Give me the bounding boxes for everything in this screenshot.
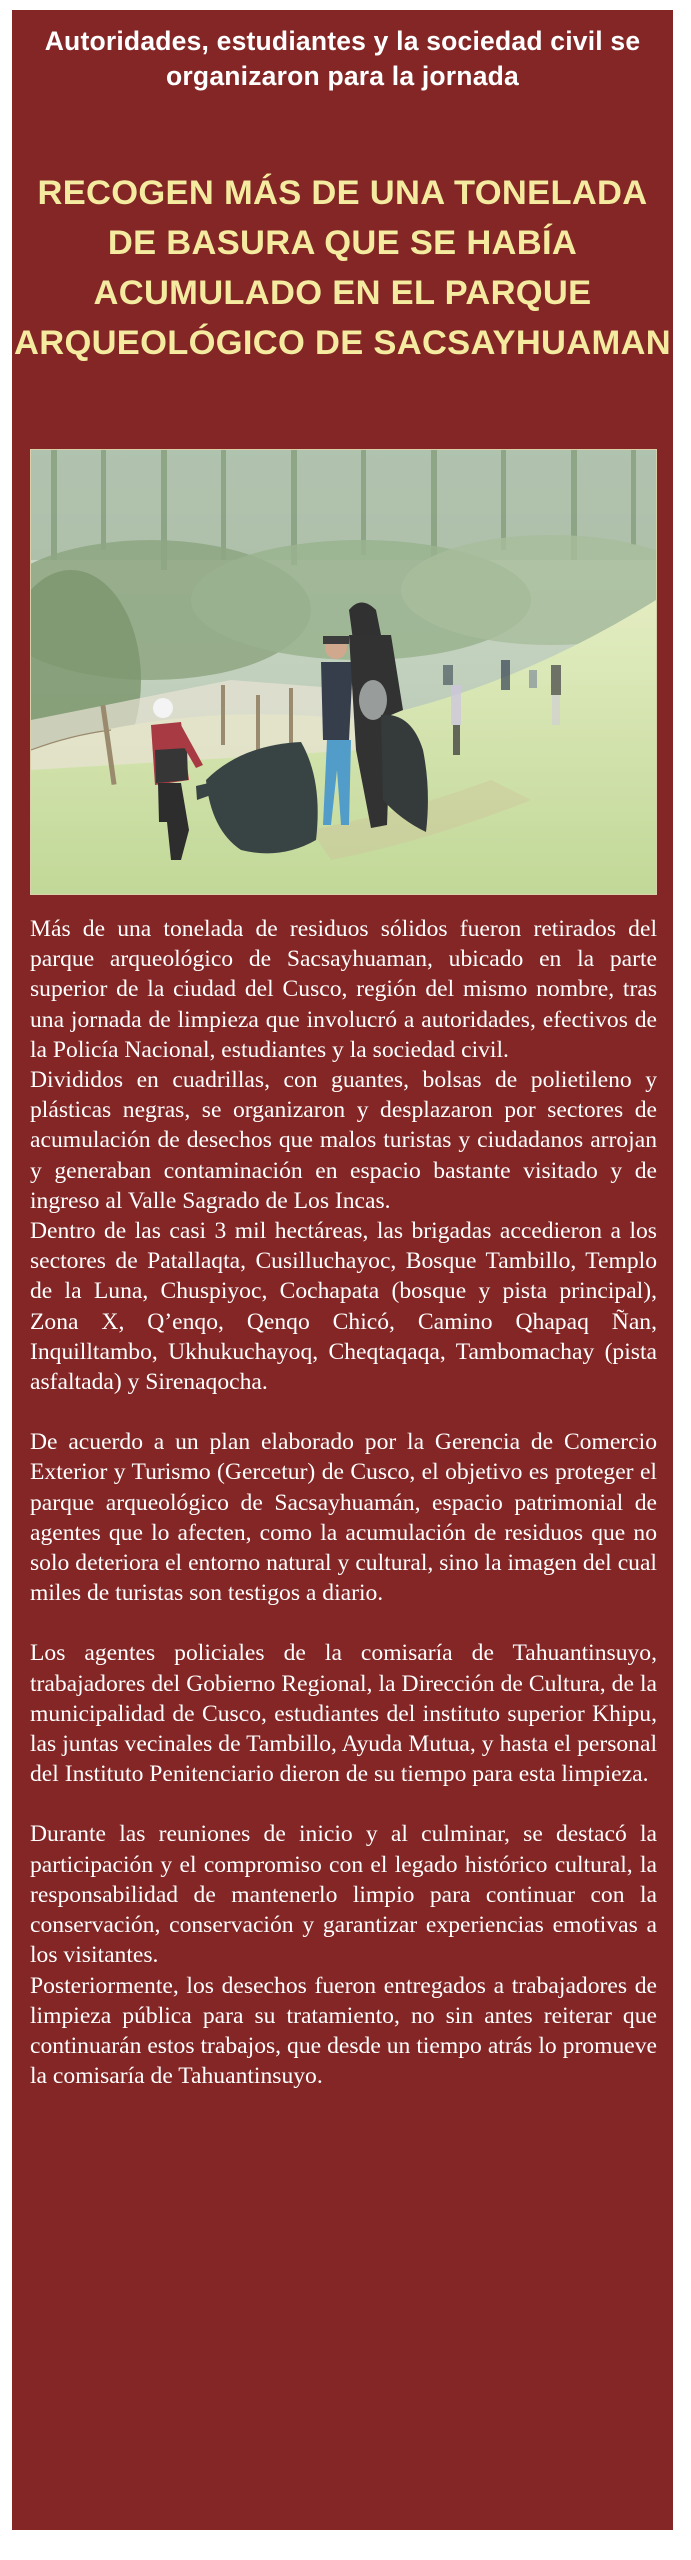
- paragraph-5: Los agentes policiales de la comisaría de Tahuantinsuyo, trabajadores del Gobierno Regional, la Dirección de Cultura, de la municipalidad de Cusco, estudiantes del instituto superior Khipu, las juntas vecinales de Tambillo, Ayuda Mutua, y hasta el personal del Instituto Penitenciario dieron de su tiempo para esta limpieza.: [30, 1640, 657, 1788]
- article-photo: [30, 449, 657, 895]
- paragraph-6: Durante las reuniones de inicio y al culminar, se destacó la participación y el compromiso con el legado histórico cultural, la responsabilidad de mantenerlo limpio para continuar con la conservación, conservación y garantizar experiencias emotivas a los visitantes.: [30, 1821, 657, 1969]
- paragraph-3: Dentro de las casi 3 mil hectáreas, las brigadas accedieron a los sectores de Patallaqta, Cusilluchayoc, Bosque Tambillo, Templo de la Luna, Chuspiyoc, Cochapata (bosque y pista principal), Zona X, Q’enqo, Qenqo Chicó, Camino Qhapaq Ñan, Inquilltambo, Ukhukuchayoq, Cheqtaqaqa, Tambomachay (pista asfaltada) y Sirenaqocha.: [30, 1218, 657, 1396]
- photo-illustration: [31, 450, 656, 894]
- paragraph-1: Más de una tonelada de residuos sólidos fueron retirados del parque arqueológico de Sacsayhuaman, ubicado en la parte superior de la ciudad del Cusco, región del mismo nombre, tras una jornada de limpieza que involucró a autoridades, efectivos de la Policía Nacional, estudiantes y la sociedad civil.: [30, 916, 657, 1063]
- paragraph-spacer: [30, 1608, 657, 1638]
- article-panel: [12, 10, 673, 2530]
- paragraph-4: De acuerdo a un plan elaborado por la Gerencia de Comercio Exterior y Turismo (Gercetur) de Cusco, el objetivo es proteger el parque arqueológico de Sacsayhuamán, espacio patrimonial de agentes que lo afecten, como la acumulación de residuos que no solo deteriora el entorno natural y cultural, sino la imagen del cual miles de turistas son testigos a diario.: [30, 1429, 657, 1607]
- paragraph-2: Divididos en cuadrillas, con guantes, bolsas de polietileno y plásticas negras, se organizaron y desplazaron por sectores de acumulación de desechos que malos turistas y ciudadanos arrojan y generaban contaminación en espacio bastante visitado y de ingreso al Valle Sagrado de Los Incas.: [30, 1067, 657, 1214]
- paragraph-spacer: [30, 1789, 657, 1819]
- article-body: [30, 914, 657, 2091]
- article-kicker: Autoridades, estudiantes y la sociedad civil se organizaron para la jornada: [44, 26, 641, 91]
- article-headline: RECOGEN MÁS DE UNA TONELADA DE BASURA QUE SE HABÍA ACUMULADO EN EL PARQUE ARQUEOLÓGICO DE SACSAYHUAMAN: [14, 174, 671, 362]
- paragraph-7: Posteriormente, los desechos fueron entregados a trabajadores de limpieza pública para su tratamiento, no sin antes reiterar que continuarán estos trabajos, que desde un tiempo atrás lo promueve la comisaría de Tahuantinsuyo.: [30, 1972, 657, 2090]
- paragraph-spacer: [30, 1397, 657, 1427]
